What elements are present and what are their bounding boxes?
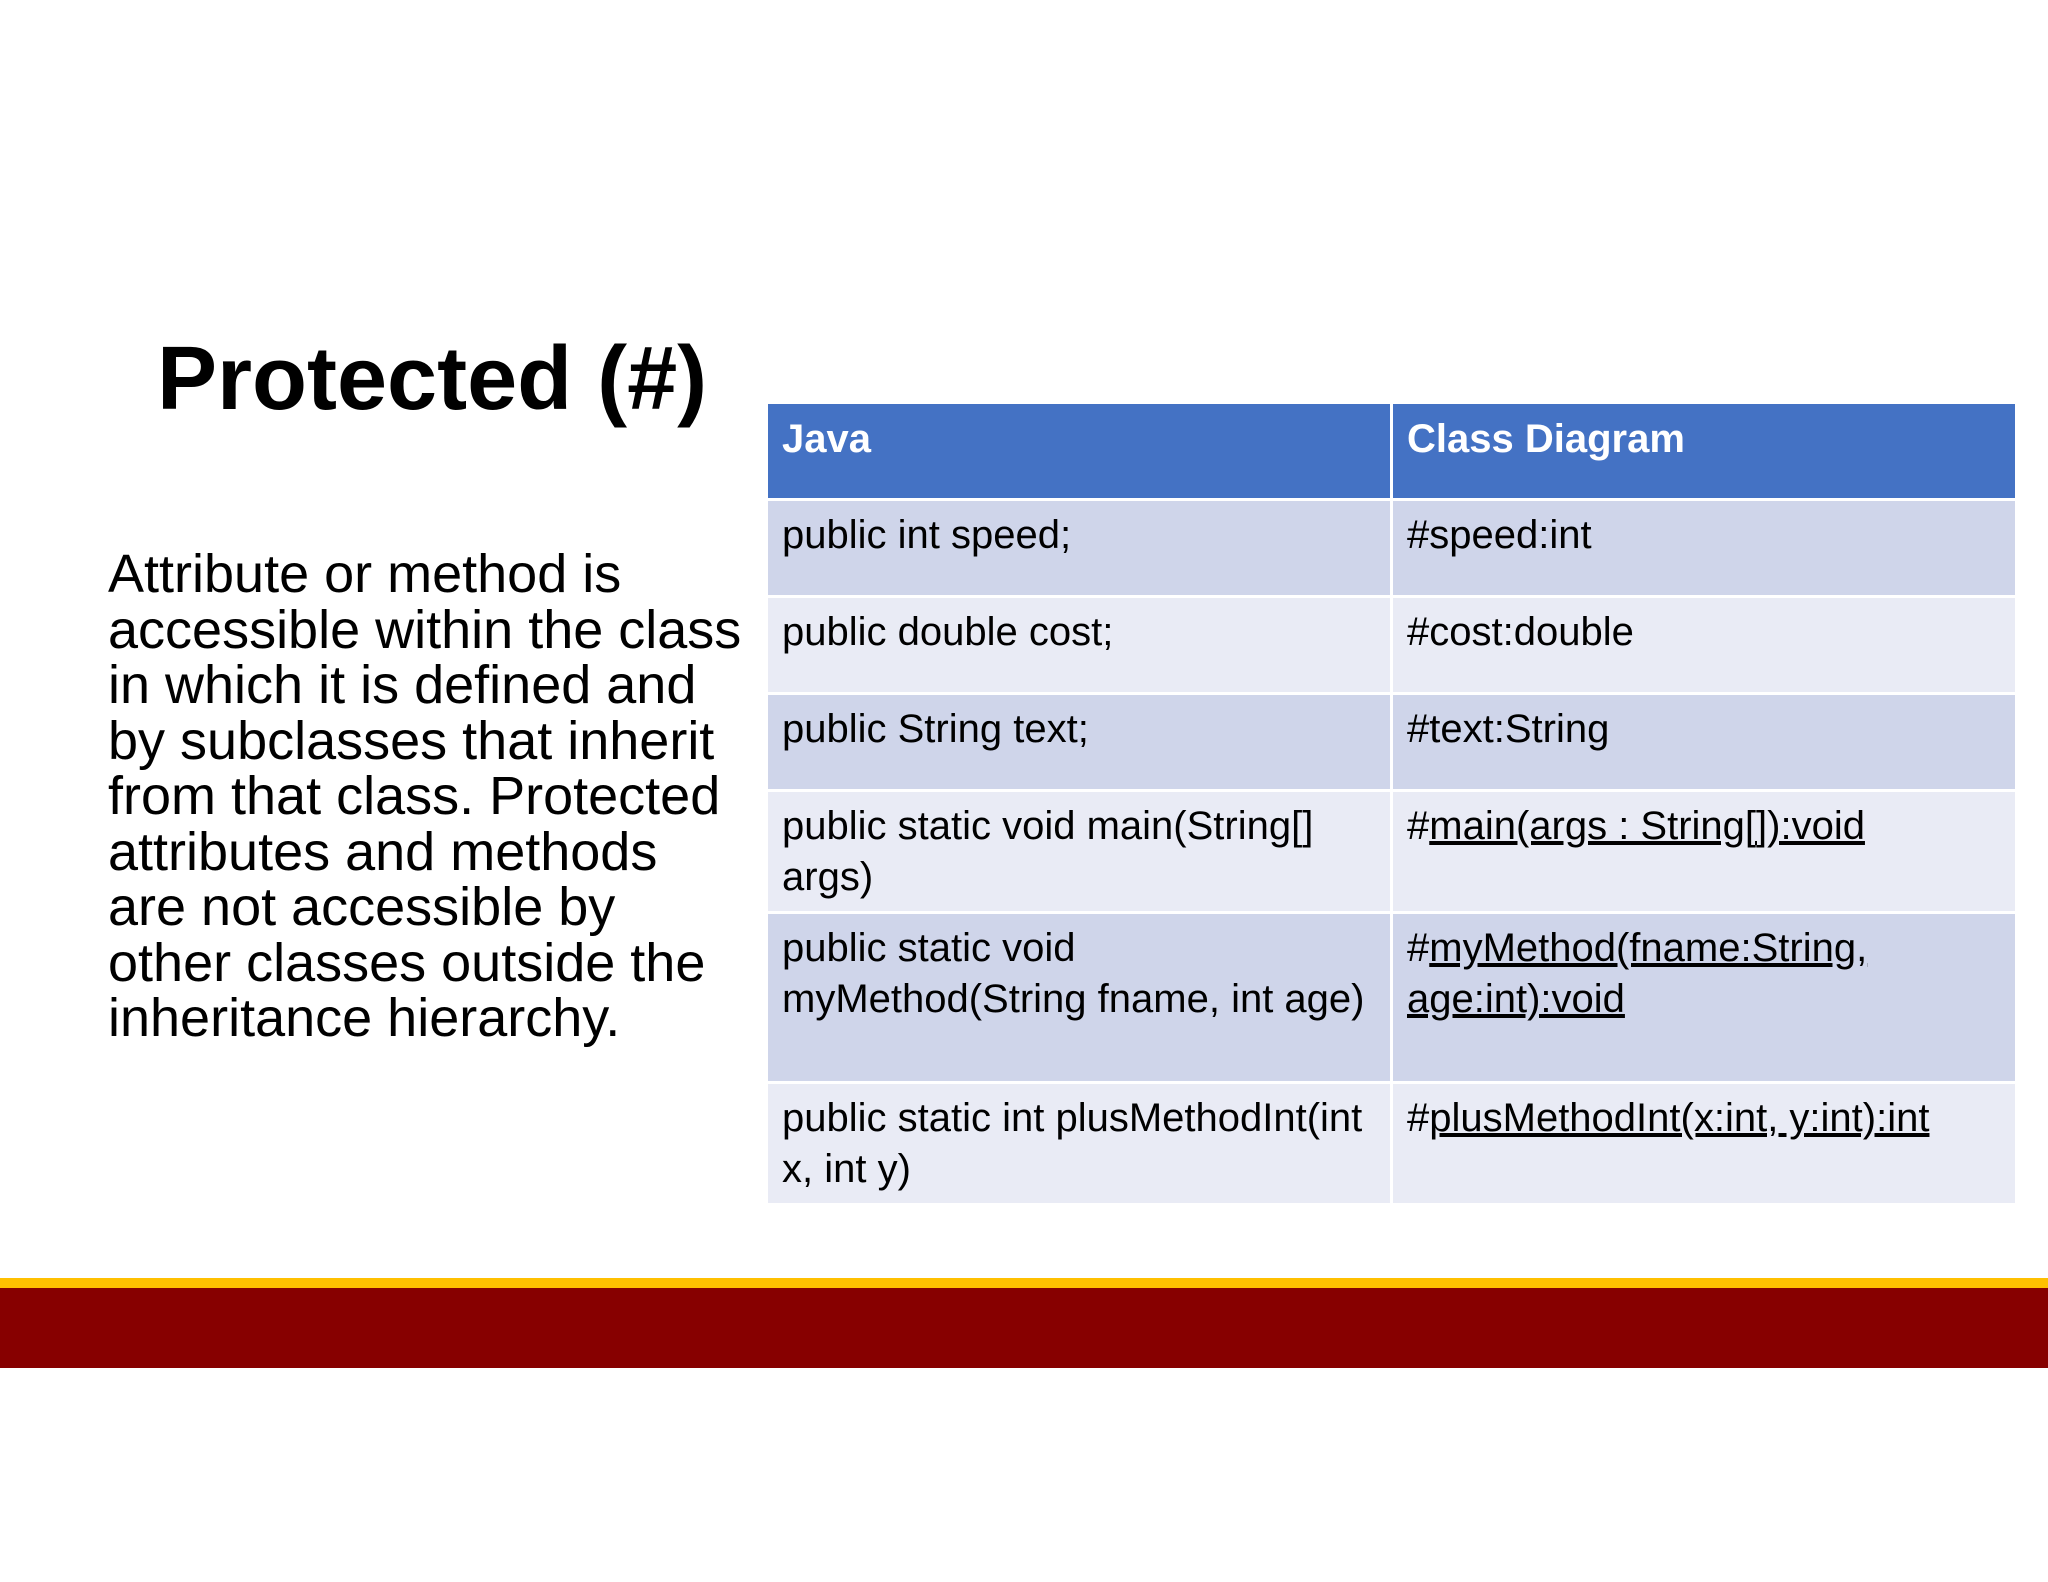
diagram-cell [1392,913,2017,1083]
header-class-diagram: Class Diagram [1392,403,2017,500]
java-cell: public static void myMethod(String fname, int age) [767,913,1392,1083]
java-cell: public static int plusMethodInt(int x, int y) [767,1083,1392,1205]
table-row [767,1083,2017,1205]
header-java: Java [767,403,1392,500]
description-text: Attribute or method is accessible within the class in which it is defined and by subclasses that inherit from that class. Protected attributes and methods are not accessible by other classes outside the inheritance hierarchy. [108,544,742,1048]
footer-gold-stripe [0,1278,2048,1288]
java-cell: public double cost; [767,597,1392,694]
diagram-prefix: # [1407,804,1430,848]
table-header-row [767,403,2017,500]
table-row [767,500,2017,597]
diagram-prefix: # [1407,1096,1430,1140]
diagram-cell [1392,1083,2017,1205]
diagram-cell [1392,791,2017,913]
diagram-text: text:String [1429,707,1610,751]
footer-maroon-band [0,1288,2048,1368]
diagram-prefix: # [1407,610,1430,654]
diagram-prefix: # [1407,707,1430,751]
diagram-text: cost:double [1429,610,1634,654]
diagram-prefix: # [1407,513,1430,557]
diagram-text: myMethod(fname:String, age:int):void [1407,926,1868,1021]
java-class-diagram-table [765,401,2018,1206]
diagram-text: main(args : String[]):void [1429,804,1865,848]
diagram-prefix: # [1407,926,1430,970]
java-cell: public static void main(String[] args) [767,791,1392,913]
diagram-text: plusMethodInt(x:int, y:int):int [1429,1096,1930,1140]
diagram-text: speed:int [1429,513,1592,557]
table-row [767,791,2017,913]
slide-title: Protected (#) [157,329,708,429]
table-row [767,694,2017,791]
diagram-cell [1392,500,2017,597]
table-row [767,597,2017,694]
java-cell: public String text; [767,694,1392,791]
table-row [767,913,2017,1083]
diagram-cell [1392,694,2017,791]
java-cell: public int speed; [767,500,1392,597]
diagram-cell [1392,597,2017,694]
